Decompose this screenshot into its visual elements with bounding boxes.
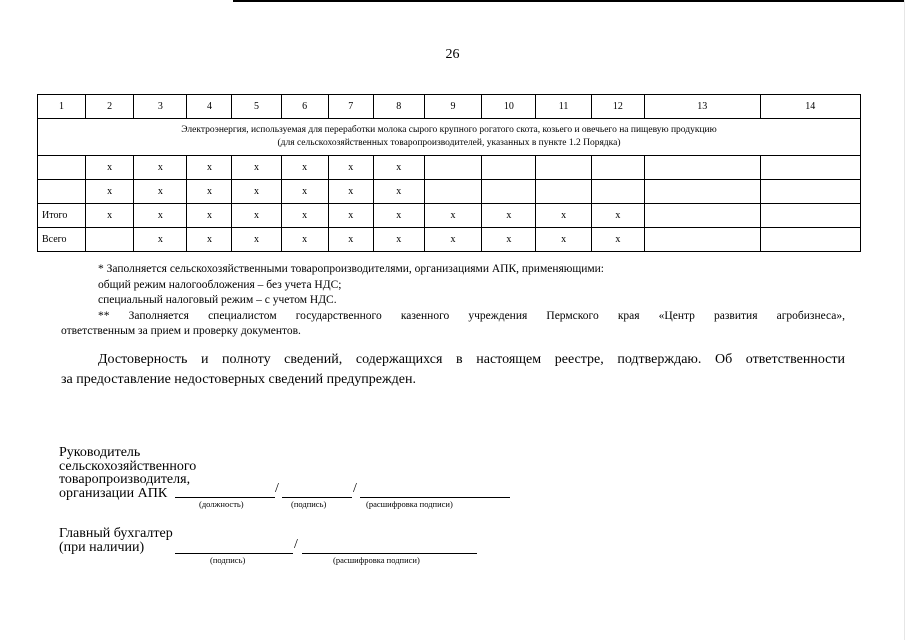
table-cell [591,180,644,204]
footnotes [61,262,845,340]
separator-slash: / [294,537,298,552]
table-cell: х [328,228,373,252]
caption-signature: (подпись) [291,499,327,509]
registry-table [37,94,861,252]
section-subtitle: (для сельскохозяйственных товаропроизводителей, указанных в пункте 1.2 Порядка) [277,138,621,148]
footnote-1-item-special: специальный налоговый режим – с учетом НДС. [98,294,337,306]
column-number: 3 [134,95,187,119]
table-cell: х [328,156,373,180]
table-cell [86,228,134,252]
table-cell: х [187,228,232,252]
table-cell [536,156,591,180]
table-cell: х [86,180,134,204]
table-cell: х [591,204,644,228]
table-cell: х [232,156,281,180]
footnote-1-item-general: общий режим налогообложения – без учета НДС; [98,278,342,291]
decoding-line [360,497,510,498]
table-cell: х [281,180,328,204]
table-header-row [38,95,861,119]
footnote-2-continuation: ответственным за прием и проверку документов. [61,325,301,337]
section-title: Электроэнергия, используемая для переработки молока сырого крупного рогатого скота, козьего и овечьего на пищевую продукцию [181,125,717,135]
table-row [38,180,861,204]
footnote-2: ** Заполняется специалистом государственного казенного учреждения Пермского края «Центр развития агробизнеса», [98,309,845,322]
table-cell [644,204,760,228]
signature-title-line: Руководитель [59,445,141,460]
table-cell [591,156,644,180]
table-cell: х [424,204,481,228]
signature-title-line: товаропроизводителя, [59,472,191,487]
table-cell [760,204,860,228]
table-cell: х [134,204,187,228]
column-number: 12 [591,95,644,119]
certification-statement [61,350,845,390]
statement-line-2: за предоставление недостоверных сведений предупрежден. [61,372,416,387]
head-signature-title [59,446,196,500]
column-number: 8 [373,95,424,119]
table-cell: х [591,228,644,252]
separator-slash: / [353,481,357,496]
table-cell [536,180,591,204]
table-cell [760,180,860,204]
separator-slash: / [275,481,279,496]
table-cell: х [187,156,232,180]
table-cell: х [281,228,328,252]
table-cell: х [86,156,134,180]
row-label [38,180,86,204]
section-title-cell [38,119,861,156]
table-cell: х [482,228,536,252]
section-title-row [38,119,861,156]
table-row [38,156,861,180]
column-number: 14 [760,95,860,119]
top-border-line [233,0,905,2]
column-number: 5 [232,95,281,119]
column-number: 2 [86,95,134,119]
column-number: 11 [536,95,591,119]
accountant-signature-title [59,527,173,554]
table-cell: х [373,204,424,228]
accountant-signature-line [175,553,293,554]
table-cell: х [134,228,187,252]
caption-signature: (подпись) [210,555,246,565]
table-cell: х [232,180,281,204]
table-cell: х [328,180,373,204]
table-cell [424,156,481,180]
table-cell: х [328,204,373,228]
table-cell: х [482,204,536,228]
table-cell [424,180,481,204]
accountant-decoding-line [302,553,477,554]
table-row-grand-total [38,228,861,252]
signature-title-line: (при наличии) [59,539,145,555]
table-cell: х [281,156,328,180]
table-cell [644,156,760,180]
table-cell: х [373,156,424,180]
column-number: 1 [38,95,86,119]
table-cell: х [134,156,187,180]
footnote-1: * Заполняется сельскохозяйственными товаропроизводителями, организациями АПК, применяющими: [98,263,604,275]
table-cell: х [424,228,481,252]
column-number: 13 [644,95,760,119]
signature-line [282,497,352,498]
page-number: 26 [445,47,460,62]
signature-title-line: сельскохозяйственного [59,458,197,474]
table-cell: х [187,204,232,228]
column-number: 6 [281,95,328,119]
table-cell: х [86,204,134,228]
table-cell [482,180,536,204]
column-number: 10 [482,95,536,119]
table-cell: х [536,204,591,228]
table-cell [644,180,760,204]
table-cell [482,156,536,180]
table-cell [644,228,760,252]
signature-title-line: организации АПК [59,485,168,501]
caption-decoding: (расшифровка подписи) [333,555,420,565]
table-cell: х [373,180,424,204]
table-cell [760,228,860,252]
caption-decoding: (расшифровка подписи) [366,499,453,509]
table-cell: х [232,204,281,228]
column-number: 9 [424,95,481,119]
row-label: Итого [38,204,86,228]
row-label: Всего [38,228,86,252]
table-cell [760,156,860,180]
table-cell: х [187,180,232,204]
position-line [175,497,275,498]
row-label [38,156,86,180]
table-cell: х [373,228,424,252]
caption-position: (должность) [199,499,244,509]
table-row-total [38,204,861,228]
table-cell: х [281,204,328,228]
column-number: 7 [328,95,373,119]
table-cell: х [232,228,281,252]
table-cell: х [134,180,187,204]
table-cell: х [536,228,591,252]
signature-title-line: Главный бухгалтер [59,526,173,541]
statement-line-1: Достоверность и полноту сведений, содержащихся в настоящем реестре, подтверждаю. Об ответственности [98,352,845,367]
column-number: 4 [187,95,232,119]
